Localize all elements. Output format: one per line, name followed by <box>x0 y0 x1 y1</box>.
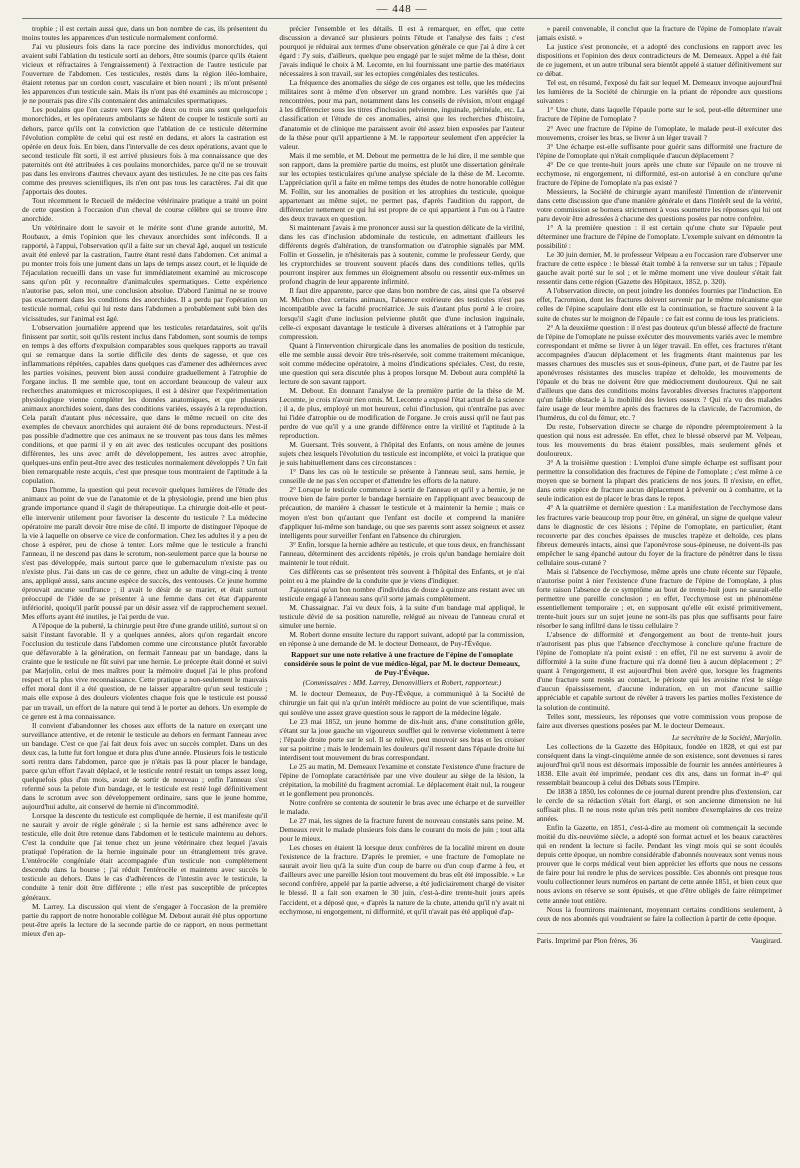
signature-line: Le secrétaire de la Société, Marjolin. <box>672 732 782 742</box>
paragraph: M. Guersant. Très souvent, à l'hôpital des Enfants, on nous amène de jeunes sujets chez lesquels l'évolution du testicule est incomplète, et voici la pratique que je suis habituellement dans ces circonstances : <box>279 440 525 468</box>
paragraph: 3° Une écharpe est-elle suffisante pour guérir sans difformité une fracture de l'épine de l'omoplate qui n'était compliquée d'aucun déplacement ? <box>536 141 782 160</box>
paragraph: Un vétérinaire dont le savoir et le mérite sont d'une grande autorité, M. Roubaux, a émis l'opinion que les chevaux anorchides sont inféconds. Il a rapporté, à l'appui, l'observation qu'il a faite sur un cheval âgé, auquel un testicule avait été enlevé par la castration, l'autre étant resté dans l'abdomen. Cet animal a pu monter trois fois une jument dans un laps de temps assez court, et le liquide de l'éjaculation recueilli dans un vase fut immédiatement examiné au microscope sans qu'on pût y reconnaître d'animalcules spermatiques. Cette expérience n'autorise pas, selon moi, une conclusion absolue. D'abord l'animal ne se trouve pas exactement dans les conditions des anorchides. Il a perdu par l'opération un testicule normal, celui qui lui reste dans l'abdomen a probablement subi bien des vicissitudes, sur l'animal est âgé. <box>22 223 268 323</box>
paragraph: Il faut dire apparente, parce que dans bon nombre de cas, ainsi que l'a observé M. Michon chez certains animaux, l'absence extérieure des testicules n'est pas incompatible avec la faculté procréatrice. Je suis d'autant plus porté à le croire, lorsqu'il s'agit d'une inclusion pelvienne plutôt que d'une inclusion inguinale, celle-ci exposant davantage le testicule à diverses altérations et à l'atrophie par compression. <box>279 286 525 341</box>
paragraph: 2° Avec une fracture de l'épine de l'omoplate, le malade peut-il exécuter des mouvements, croiser les bras, se livrer à un léger travail ? <box>536 123 782 142</box>
paragraph: Il convient d'abandonner les choses aux efforts de la nature en exerçant une surveillance attentive, et de retenir le testicule au dehors en fermant l'anneau avec un bandage. C'est ce que j'ai fait deux fois avec un succès complet. Dans un des deux cas, la lutte fut fort longue et dura plus d'une année. Plusieurs fois le testicule sorti rentra dans l'abdomen, parce que je n'étais pas là pour placer le bandage, parce qu'un effort l'avait déplacé, et le testicule rentré restait un temps assez long, quelquefois plus d'un mois, avant de sortir de nouveau ; enfin l'anneau s'est refermé sous la pelote d'un bandage, et le testicule est resté logé définitivement dans le scrotum avec son développement ordinaire, sans que le jeune homme, aujourd'hui adulte, ait conservé de hernie ni d'incommodité. <box>22 720 268 812</box>
paragraph: M. Debout. En donnant l'analyse de la première partie de la thèse de M. Lecomte, je crois n'avoir rien omis. M. Lecomte a exposé l'état actuel de la science ; il a, de plus, employé un mot heureux, celui d'inclusion, qui n'entraîne pas avec lui l'idée d'atrophie ou de modification de l'organe. Je crois aussi qu'il ne faut pas perdre de vue qu'il y a une grande différence entre la virilité et l'aptitude à la reproduction. <box>279 385 525 441</box>
paragraph: Le 27 mai, les signes de la fracture furent de nouveau constatés sans peine. M. Demeaux revit le malade plusieurs fois dans le courant du mois de juin ; tout alla pour le mieux. <box>279 816 525 844</box>
paragraph: 3° A la troisième question : L'emploi d'une simple écharpe est suffisant pour permettre la consolidation des fractures de l'épine de l'omoplate ; c'est même à ce moyen que se bornent la plupart des praticiens de nos jours. Il n'existe, en effet, dans cette espèce de fracture aucun déplacement à prévenir ou à combattre, et la seule indication est de placer le bras dans le repos. <box>536 458 782 504</box>
paragraph: J'ai vu plusieurs fois dans la race porcine des individus monorchides, qui avaient subi l'ablation du testicule sorti au dehors, être soumis (parce qu'ils étaient vicieux et réfractaires à l'engraissement) à l'extraction de l'autre testicule par l'ouverture de l'abdomen. Ces testicules, restés dans la région iléo-lombaire, étaient retenus par un cordon court, vasculaire et bien nourri ; ils m'ont présenté les apparences d'un testicule sain. Mais ils n'ont pas été examinés au microscope ; je ne pourrais pas dire s'ils contenaient des animalcules spermatiques. <box>22 42 268 106</box>
page-number: — 448 — <box>376 3 428 15</box>
paragraph: précier l'ensemble et les détails. Il est à remarquer, en effet, que cette discussion a devancé sur plusieurs points l'étude et l'analyse des faits ; c'est pourquoi je réduirai aux termes d'une observation générale ce que j'ai à dire à cet égard : J'y suis, d'ailleurs, quelque peu engagé par le sujet même de la thèse, dont j'avais indiqué le choix à M. Lecomte, en lui fournissant une partie des matériaux nécessaires à son travail, sur les ectopies congéniales des testicules. <box>279 24 525 79</box>
paragraph: Les choses en étaient là lorsque deux confrères de la localité mirent en doute l'existence de la fracture. D'après le premier, « une fracture de l'omoplate ne saurait avoir lieu qu'à la suite d'un coup de barre ou d'un coup d'arme à feu, et d'ailleurs avec une pareille lésion tout mouvement du bras eût été impossible. » Le second confrère, appelé par la partie adverse, a été judiciairement chargé de visiter le blessé. Il a fait son examen le 30 juin, c'est-à-dire trente-huit jours après l'accident, et a déposé que, « d'après la nature de la chute, attendu qu'il n'y avait ni ecchymose, ni engorgement, ni difformité, et qu'il n'avait pas été appliqué d'ap- <box>279 843 525 916</box>
section-title: Rapport sur une note relative à une fracture de l'épine de l'omoplate considérée sous le point de vue médico-légal, par M. le docteur Demeaux, de Puy-l'Évêque. <box>284 650 520 678</box>
paragraph: 1° A la première question : il est certain qu'une chute sur l'épaule peut déterminer une fracture de l'épine de l'omoplate. L'exemple suivant en démontre la possibilité : <box>536 223 782 251</box>
page-header <box>22 0 782 24</box>
paragraph: Les collections de la Gazette des Hôpitaux, fondée en 1828, et qui est par conséquent dans la vingt-cinquième année de son existence, sont devenues si rares aujourd'hui qu'il nous est désormais impossible de fournir les années antérieures à 1838. Elle avait été imprimée, pendant ces dix ans, dans un format in-4° qui ressemblait beaucoup à celui des Débats sous l'Empire. <box>536 741 782 787</box>
paragraph: Le 25 au matin, M. Demeaux l'examine et constate l'existence d'une fracture de l'épine de l'omoplate caractérisée par une vive douleur au siège de la lésion, la crépitation, la mobilité du fragment acromial. Le déplacement était nul, la rougeur et le gonflement peu prononcés. <box>279 761 525 798</box>
paragraph: Telles sont, messieurs, les réponses que votre commission vous propose de faire aux diverses questions posées par M. le docteur Demeaux. <box>536 711 782 730</box>
paragraph: La fréquence des anomalies du siège de ces organes est telle, que les médecins militaires sont à même d'en observer un grand nombre. Les variétés que j'ai rencontrées, pour ma part, notamment dans les conseils de révision, m'ont engagé à les différencier sous les titres d'inclusion pelvienne, inguinale, périnéale, etc. La classification et l'étude de ces anomalies, ainsi que les recherches d'histoire, d'anatomie et de clinique me paraissent avoir été assez bien exposées par l'auteur de la thèse pour qu'il appartienne à M. le rapporteur seulement d'en apprécier la valeur. <box>279 78 525 151</box>
paragraph: M. Chassaignac. J'ai vu deux fois, à la suite d'un bandage mal appliqué, le testicule dévié de sa position naturelle, relégué au niveau de l'anneau crural et simuler une hernie. <box>279 603 525 631</box>
paragraph: Le 30 juin dernier, M. le professeur Velpeau a eu l'occasion rare d'observer une fracture de cette espèce : le blessé était tombé à la renverse sur un talus ; l'épaule gauche avait porté sur le sol ; et le même moment une vive douleur s'était fait ressentir dans cette région (Gazette des Hôpitaux, 1852, p. 320). <box>536 250 782 287</box>
paragraph: Dans l'homme, la question qui peut recevoir quelques lumières de l'étude des animaux au point de vue de l'anatomie et de la physiologie, prend une bien plus grande importance quand il s'agit de thérapeutique. La chirurgie doit-elle et peut-elle intervenir utilement pour favoriser la descente du testicule ? La médecine opératoire me paraît devoir être mise de côté. Il importe de distinguer l'époque de la vie à laquelle on observe ce vice de conformation. Chez les adultes il y a peu de chose à espérer, peu de chose à tenter. Lors même que le testicule a franchi l'anneau, il ne descend pas dans le scrotum, non-seulement parce que la bourse ne s'est pas développée, mais surtout parce que le gubernaculum n'existe pas ou n'existe plus. J'ai dans un cas de ce genre, chez un adulte de vingt-cinq à trente ans, appliqué aussi, sans aucune espèce de succès, des ventouses. Ce jeune homme éprouvait aucune souffrance ; il avait le désir de se marier, et était surtout préoccupé de l'idée de se présenter à une femme dans cet état d'apparente infériorité, quoiqu'il parût poussé par un désir assez vif de rapprochement sexuel. Mes efforts ayant été inutiles, je l'ai perdu de vue. <box>22 485 268 622</box>
paragraph: M. Larrey. La discussion qui vient de s'engager à l'occasion de la première partie du rapport de notre honorable collègue M. Debout aurait été plus opportune peut-être après la lecture de la seconde partie de ce rapport, en nous permettant mieux d'en ap- <box>22 901 268 938</box>
printer-imprint <box>537 933 782 945</box>
paragraph: J'ajouterai qu'un bon nombre d'individus de douze à quinze ans restant avec un testicule engagé à l'anneau sans qu'il sorte jamais complètement. <box>279 584 525 603</box>
paragraph: trophie ; il est certain aussi que, dans un bon nombre de cas, ils présentent du moins toutes les apparences d'un testicule normalement conformé. <box>22 24 268 43</box>
paragraph: L'observation journalière apprend que les testicules retardataires, soit qu'ils finissent par sortir, soit qu'ils restent inclus dans l'abdomen, sont soumis de temps en temps à des efforts d'expulsion comparables sous quelques rapports au travail qui se remarque dans la sortie difficile des dents de sagesse, et que ces inflammations répétées, capables dans quelques cas d'amener des adhérences avec les parties voisines, peuvent bien aussi conduire graduellement à l'atrophie de l'organe inclus. Il me semble que, tout en accordant beaucoup de valeur aux recherches anatomiques et microscopiques, il est à désirer que l'expérimentation physiologique vienne compléter les données anatomiques, et que plusieurs animaux anorchides soient, dans des conditions variées, essayés à la reproduction. Cela paraît d'autant plus nécessaire, que dans le même recueil on cite des exemples de chevaux anorchides qui auraient été de bons reproducteurs. N'est-il pas possible d'admettre que ces animaux ne se trouvent pas tous dans les mêmes conditions, et que parmi il y en ait avec des testicules occupant des positions différentes, les uns avec arrêt de développement, les autres avec atrophie, quelques-uns enfin peut-être avec des testicules normalement développés ? Un fait bien remarquable reste acquis, c'est que presque tous montraient de l'aptitude à la copulation. <box>22 322 268 486</box>
paragraph: 3° Enfin, lorsque la hernie adhère au testicule, et que tous deux, en franchissant l'anneau, déterminent des accidents répétés, je crois qu'un bandage herniaire doit maintenir le tout réduit. <box>279 539 525 567</box>
paragraph: Le 23 mai 1852, un jeune homme de dix-huit ans, d'une constitution grêle, s'étant sur la joue gauche un vigoureux soufflet qui le renverse violemment à terre ; l'épaule droite porte sur le sol. Il se relève, peut mouvoir ses bras et les croiser sur sa poitrine ; mais le lendemain les douleurs qu'il ressent dans l'épaule droite lui interdisent tout mouvement du bras correspondant. <box>279 716 525 762</box>
paragraph: 4° A la quatrième et dernière question : La manifestation de l'ecchymose dans les fractures varie beaucoup trop pour être, en général, un signe de quelque valeur dans le diagnostic de ces lésions ; l'épine de l'omoplate, en particulier, étant recouverte par des couches épaisses de muscles trapèze et deltoïde, ces plans fibreux demeurés intacts, ainsi que l'aponévrose sous-épineuse, ne doivent-ils pas empêcher le sang épanché autour du foyer de la fracture de pénétrer dans le tissu cellulaire sous-cutané ? <box>536 503 782 567</box>
column-middle <box>279 24 524 1139</box>
column-right <box>537 24 782 1139</box>
paragraph: Quant à l'intervention chirurgicale dans les anomalies de position du testicule, elle me semble aussi devoir être très-réservée, soit comme traitement mécanique, soit comme médecine opératoire, à moins d'indications spéciales. C'est, du reste, une question qui sera discutée plus à propos lorsque M. Debout aura complété la lecture de son savant rapport. <box>279 340 525 386</box>
paragraph: Tout récemment le Recueil de médecine vétérinaire pratique a traité un point de cette question à l'occasion d'un cheval de course célèbre qui se trouve être anorchide. <box>22 195 268 223</box>
paragraph: La justice s'est prononcée, et a adopté des conclusions en rapport avec les dispositions et l'opinion des deux contradicteurs de M. Demeaux. Appel a été fait de ce jugement, et un autre tribunal sera bientôt appelé à statuer définitivement sur ce débat. <box>536 42 782 79</box>
imprint-right: Vaugirard. <box>750 935 782 945</box>
paragraph: Mais si l'absence de l'ecchymose, même après une chute récente sur l'épaule, n'autorise point à nier l'existence d'une fracture de l'épine de l'omoplate, à plus forte raison l'absence de ce symptôme au bout de trente-huit jours ne saurait-elle permettre une pareille conclusion ; en effet, l'ecchymose est un phénomène essentiellement temporaire ; et, en supposant qu'elle eût existé primitivement, trente-huit jours sur un sujet jeune ne sont-ils pas plus que suffisants pour faire résorber le sang infiltré dans le tissu cellulaire ? <box>536 566 782 631</box>
paragraph: Notre confrère se contenta de soutenir le bras avec une écharpe et de surveiller le malade. <box>279 797 525 817</box>
commission-line: (Commissaires : MM. Larrey, Denonvilliers et Robert, rapporteur.) <box>302 678 502 688</box>
paragraph: Nous la fournirons maintenant, moyennant certains conditions seulement, à ceux de nos abonnés qui voudraient se faire la collection à partir de cette époque. <box>536 904 782 923</box>
paragraph: Si maintenant j'avais à me prononcer aussi sur la question délicate de la virilité, dans les cas d'inclusion abdominale du testicule, en admettant d'ailleurs les différents degrés d'altération, de transformation ou d'atrophie signalés par MM. Follin et Gosselin, je n'hésiterais pas à soutenir, comme le professeur Gerdy, que les cryptorchides se trouvent souvent placés dans des conditions telles, qu'ils pourront inspirer aux femmes un éloignement absolu ou ressentir eux-mêmes un profond chagrin de leur apparente infirmité. <box>279 223 525 287</box>
paragraph: 2° Lorsque le testicule commence à sortir de l'anneau et qu'il y a hernie, je ne trouve bien de faire porter le bandage herniaire en l'appliquant avec beaucoup de précaution, de manière à chasser le testicule et à maintenir la hernie ; mais ce moyen n'est bon qu'autant que l'enfant est docile et comprend la manière d'appliquer lui-même son bandage, ou que ses parents sont assez soigneux et assez intelligents pour surveiller l'enfant en l'absence du chirurgien. <box>279 485 525 540</box>
paragraph: » pareil convenable, il conclut que la fracture de l'épine de l'omoplate n'avait jamais existé. » <box>536 24 782 43</box>
column-left <box>22 24 267 1139</box>
paragraph: M. le docteur Demeaux, de Puy-l'Évêque, a communiqué à la Société de chirurgie un fait qui n'a qu'un intérêt médiocre au point de vue scientifique, mais qui soulève une assez grave question sous le rapport de la médecine légale. <box>279 689 525 717</box>
paragraph: Tel est, en résumé, l'exposé du fait sur lequel M. Demeaux invoque aujourd'hui les lumières de la Société de chirurgie en la priant de répondre aux questions suivantes : <box>536 78 782 106</box>
text-columns <box>22 24 782 1139</box>
paragraph: L'absence de difformité et d'engorgement au bout de trente-huit jours n'autorisent pas plus que l'absence d'ecchymose à conclure qu'une fracture de l'épine de l'omoplate n'a point existé : en effet, l'il ne est survenu à avoir de difformité à la suite d'une fracture qui n'a donné lieu à aucun déplacement ; 2° quant à l'engorgement, il est aujourd'hui bien avéré que, lorsque les fragments d'une fracture sont restés au contact, le périoste qui les avoisine n'est le siège d'aucun épaississement, d'aucune induration, en un mot d'aucune saillie appréciable et capable surtout de révéler à travers les parties molles l'existence de la solution de continuité. <box>536 630 782 712</box>
paragraph: De 1838 à 1850, les colonnes de ce journal durent prendre plus d'extension, car le cercle de sa rédaction s'était fort élargi, et son ancienne dimension ne lui suffisait plus. Il ne nous reste qu'un très petit nombre d'exemplaires de ces treize années. <box>536 786 782 824</box>
paragraph: Messieurs, la Société de chirurgie ayant manifesté l'intention de n'intervenir dans cette discussion que d'une manière générale et dans l'intérêt seul de la vérité, votre commission se bornera strictement à vous soumettre les réponses qui lui ont paru devoir être adressées à chacune des questions posées par notre confrère. <box>536 186 782 223</box>
paragraph: Ces différents cas se présentent très souvent à l'hôpital des Enfants, et je n'ai point eu à me plaindre de la conduite que je viens d'indiquer. <box>279 566 525 585</box>
paragraph: 1° Une chute, dans laquelle l'épaule porte sur le sol, peut-elle déterminer une fracture de l'épine de l'omoplate ? <box>536 105 782 124</box>
paragraph: Enfin la Gazette, en 1851, c'est-à-dire au moment où commençait la seconde moitié du dix-neuvième siècle, a adopté son format actuel et les beaux caractères qui en rendent la lecture si facile. Pendant les vingt mois qui se sont écoulés depuis cette époque, un nombre considérable d'abonnés nouveaux sont venus nous prouver que le corps médical veut bien apprécier les efforts que nous ne cessons de faire pour lui rendre le plus de services possible. Ces abonnés ont presque tous voulu collectionner leurs numéros en partant de cette année 1851, et bien ceux que nous avions en réserve se sont épuisés, et que d'être obligés de faire réimprimer cette année tout entière. <box>536 823 782 905</box>
paragraph: Les poulains que l'on castre vers l'âge de deux ou trois ans sont quelquefois monorchides, et les opérateurs ambulants se hâtent de couper le testicule sorti au dehors, parce qu'ils ont la conviction que l'ablation de ce testicule détermine l'évolution complète de celui qui est resté en dedans, et alors la castration est opérée en deux fois. En bien, dans l'intervalle de ces deux opérations, avant que le second testicule fût sorti, il est arrivé plusieurs fois à ma connaissance que des paternités ont été attribuées à ces poulains monorchides, parce qu'il ne se trouvait pas dans les environs d'autres chevaux ayant des testicules. Je ne cite pas ces faits comme des preuves scientifiques, ils n'en ont pas tous les caractères. J'ai dit que j'apportais des doutes. <box>22 105 268 196</box>
header-rule <box>22 18 782 19</box>
paragraph: Lorsque la descente du testicule est compliquée de hernie, il est manifeste qu'il ne saurait y avoir de règle générale ; si la hernie est sans adhérence avec le testicule, elle doit être retenue dans l'abdomen et le testicule maintenu au dehors. C'est la conduite que j'ai tenue chez un jeune vétérinaire chez lequel j'avais pratiqué l'opération de la hernie inguinale pour un étranglement très grave. L'entérocèle congéniale était accompagnée d'un testicule non complètement descendu dans la bourse ; j'ai réduit l'entérocèle et maintenu avec succès le testicule au dehors. Dans le cas d'adhérences de l'intestin avec le testicule, la conduite à tenir doit être différente ; elle n'est pas susceptible de préceptes généraux. <box>22 811 268 902</box>
paragraph: A l'observation directe, on peut joindre les données fournies par l'induction. En effet, l'acromion, dont les fractures doivent survenir par le même mécanisme que celles de l'épine scapulaire dont elle est la continuation, se fracture souvent à la suite de chutes sur le moignon de l'épaule : ce fait est connu de tous les praticiens. <box>536 286 782 323</box>
paragraph: Mais il me semble, et M. Debout me permettra de le lui dire, il me semble que son rapport, dans la première partie du moins, est plutôt une dissertation générale sur les ectopies testiculaires qu'une analyse spéciale de la thèse de M. Lecomte. L'appréciation qu'il a faite en même temps des études de notre honorable collègue M. Follin, sur les anomalies de position et les atrophies du testicule, quoique appartenant au même sujet, ne permet pas, d'après l'audition du rapport, de différencier nettement ce qui lui est propre de ce qui appartient à l'un ou à l'autre des deux travaux en question. <box>279 150 525 223</box>
paragraph: 4° De ce que trente-huit jours après une chute sur l'épaule on ne trouve ni ecchymose, ni engorgement, ni difformité, est-on autorisé à en conclure qu'une fracture de l'épine de l'omoplate n'a pas existé ? <box>536 159 782 187</box>
paragraph: A l'époque de la puberté, la chirurgie peut être d'une grande utilité, surtout si on saisit l'instant favorable. Il y a quelques années, alors qu'on regardait encore l'occlusion du testicule dans l'abdomen comme une circonstance plutôt favorable que défavorable à la génération, on fermait l'anneau par un bandage, dans la crainte que le testicule ne fût suivi par une hernie. Le précepte était donné et suivi par Marjolin, celui de mes maîtres pour la mémoire duquel j'ai le plus profond respect et la plus vive reconnaissance. Cette pratique a non-seulement le mauvais effet moral dont il a été question, de ne laisser apparaître qu'un seul testicule ; mais elle expose à des douleurs violentes chaque fois que le testicule est poussé par un travail, un effort de la nature qui tend à le porter au dehors. Un exemple de ce genre est à ma connaissance. <box>22 621 268 721</box>
paragraph: 2° A la deuxième question : il n'est pas douteux qu'un blessé affecté de fracture de l'épine de l'omoplate ne puisse exécuter des mouvements variés avec le membre correspondant et même se livrer à un léger travail. En effet, ces fractures n'étant accompagnées d'aucun déplacement et les fragments étant maintenus par les masses charnues des muscles sus et sous-épineux, d'une part, et de l'autre par les aponévroses résistantes des muscles trapèze et deltoïde, les mouvements de l'épaule et du bras ne doivent être que médiocrement douloureux. Qui ne sait d'ailleurs que dans des conditions moins favorables diverses fractures n'apportent qu'un faible obstacle à la mobilité des leviers osseux ? Qui n'a vu des malades faire usage de leur membre après des fractures de la clavicule, de l'acromion, de l'humérus, du col du fémur, etc. ? <box>536 322 782 423</box>
paragraph: Du reste, l'observation directe se charge de répondre péremptoirement à la question qui nous est adressée. En effet, chez le blessé observé par M. Velpeau, tous les mouvements du bras étaient possibles, mais seulement gênés et douloureux. <box>536 422 782 459</box>
paragraph: 1° Dans les cas où le testicule se présente à l'anneau seul, sans hernie, je conseille de ne pas s'en occuper et d'attendre les efforts de la nature. <box>279 467 525 486</box>
paragraph: M. Robert donne ensuite lecture du rapport suivant, adopté par la commission, en réponse à une demande de M. le docteur Demeaux, de Puy-l'Évêque. <box>279 630 525 649</box>
imprint-left: Paris. Imprimé par Plon frères, 36 <box>536 935 638 945</box>
